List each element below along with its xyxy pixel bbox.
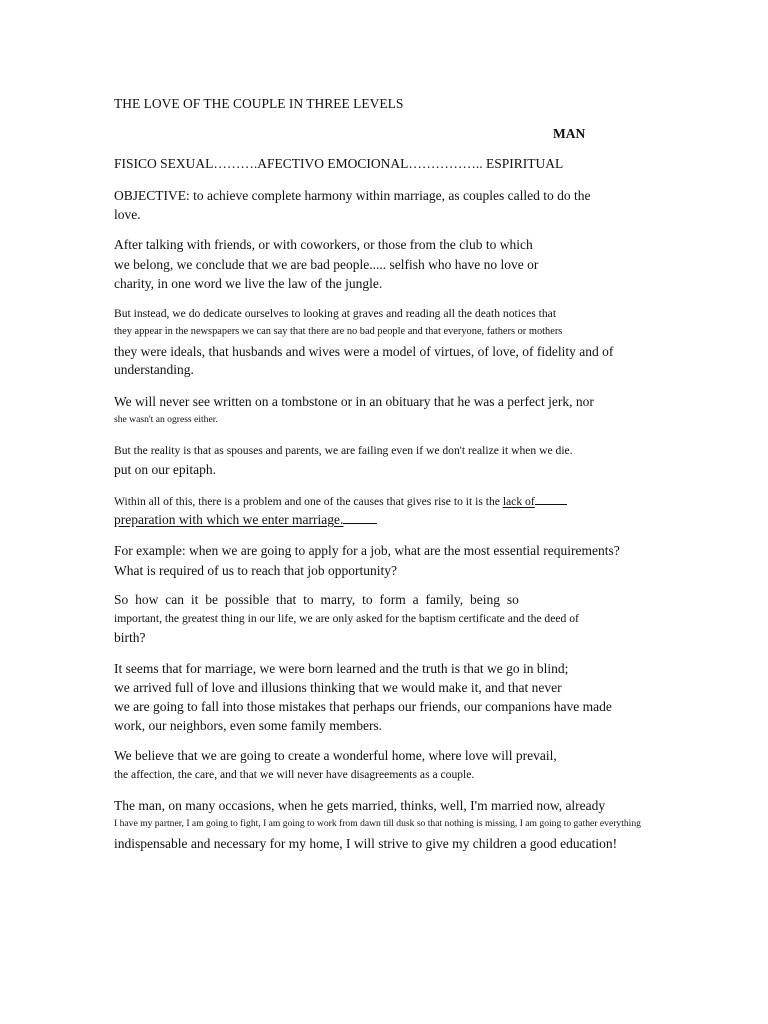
paragraph-line: What is required of us to reach that job opportunity?	[114, 563, 398, 578]
paragraph-line: put on our epitaph.	[114, 462, 216, 477]
paragraph-line: But instead, we do dedicate ourselves to looking at graves and reading all the death notices that	[114, 307, 557, 320]
paragraph-line: So how can it be possible that to marry, to form a family, being so	[114, 592, 519, 607]
paragraph-line: they appear in the newspapers we can say that there are no bad people and that everyone, fathers or mothers	[114, 326, 563, 337]
paragraph-line: We believe that we are going to create a wonderful home, where love will prevail,	[114, 748, 557, 763]
paragraph-line: understanding.	[114, 362, 194, 377]
levels-line: FISICO SEXUAL……….AFECTIVO EMOCIONAL…………….. ESPIRITUAL	[114, 156, 564, 171]
paragraph-line: After talking with friends, or with coworkers, or those from the club to which	[114, 237, 533, 252]
paragraph-line: But the reality is that as spouses and parents, we are failing even if we don't realize it when we die.	[114, 444, 573, 457]
paragraph-line: she wasn't an ogress either.	[114, 414, 218, 425]
paragraph-line	[114, 492, 567, 510]
paragraph-line: we arrived full of love and illusions thinking that we would make it, and that never	[114, 680, 562, 695]
paragraph-line: important, the greatest thing in our life, we are only asked for the baptism certificate and the deed of	[114, 612, 579, 625]
underline-gap	[343, 511, 377, 524]
paragraph-line: indispensable and necessary for my home, I will strive to give my children a good education!	[114, 836, 618, 851]
paragraph-line: It seems that for marriage, we were born learned and the truth is that we go in blind;	[114, 661, 569, 676]
paragraph-line: charity, in one word we live the law of the jungle.	[114, 276, 383, 291]
underlined-text: preparation with which we enter marriage.	[114, 512, 344, 527]
section-label-man: MAN	[553, 126, 586, 141]
paragraph-line	[114, 511, 377, 528]
paragraph-line: We will never see written on a tombstone or in an obituary that he was a perfect jerk, nor	[114, 394, 594, 409]
underline-gap	[535, 492, 567, 505]
paragraph-text: Within all of this, there is a problem and one of the causes that gives rise to it is the	[114, 495, 503, 508]
paragraph-line: they were ideals, that husbands and wives were a model of virtues, of love, of fidelity and of	[114, 344, 614, 359]
paragraph-line: the affection, the care, and that we will never have disagreements as a couple.	[114, 768, 475, 781]
paragraph-line: OBJECTIVE: to achieve complete harmony within marriage, as couples called to do the	[114, 188, 591, 203]
paragraph-line: birth?	[114, 630, 146, 645]
paragraph-line: love.	[114, 207, 141, 222]
underlined-text: lack of	[502, 495, 535, 508]
paragraph-line: For example: when we are going to apply for a job, what are the most essential requirements?	[114, 543, 620, 558]
paragraph-line: we belong, we conclude that we are bad people..... selfish who have no love or	[114, 257, 539, 272]
document-title: THE LOVE OF THE COUPLE IN THREE LEVELS	[114, 96, 404, 111]
paragraph-line: work, our neighbors, even some family members.	[114, 718, 383, 733]
paragraph-line: I have my partner, I am going to fight, I am going to work from dawn till dusk so that nothing is missing, I am going to gather everything	[114, 818, 641, 829]
paragraph-line: The man, on many occasions, when he gets married, thinks, well, I'm married now, already	[114, 798, 606, 813]
paragraph-line: we are going to fall into those mistakes that perhaps our friends, our companions have made	[114, 699, 612, 714]
